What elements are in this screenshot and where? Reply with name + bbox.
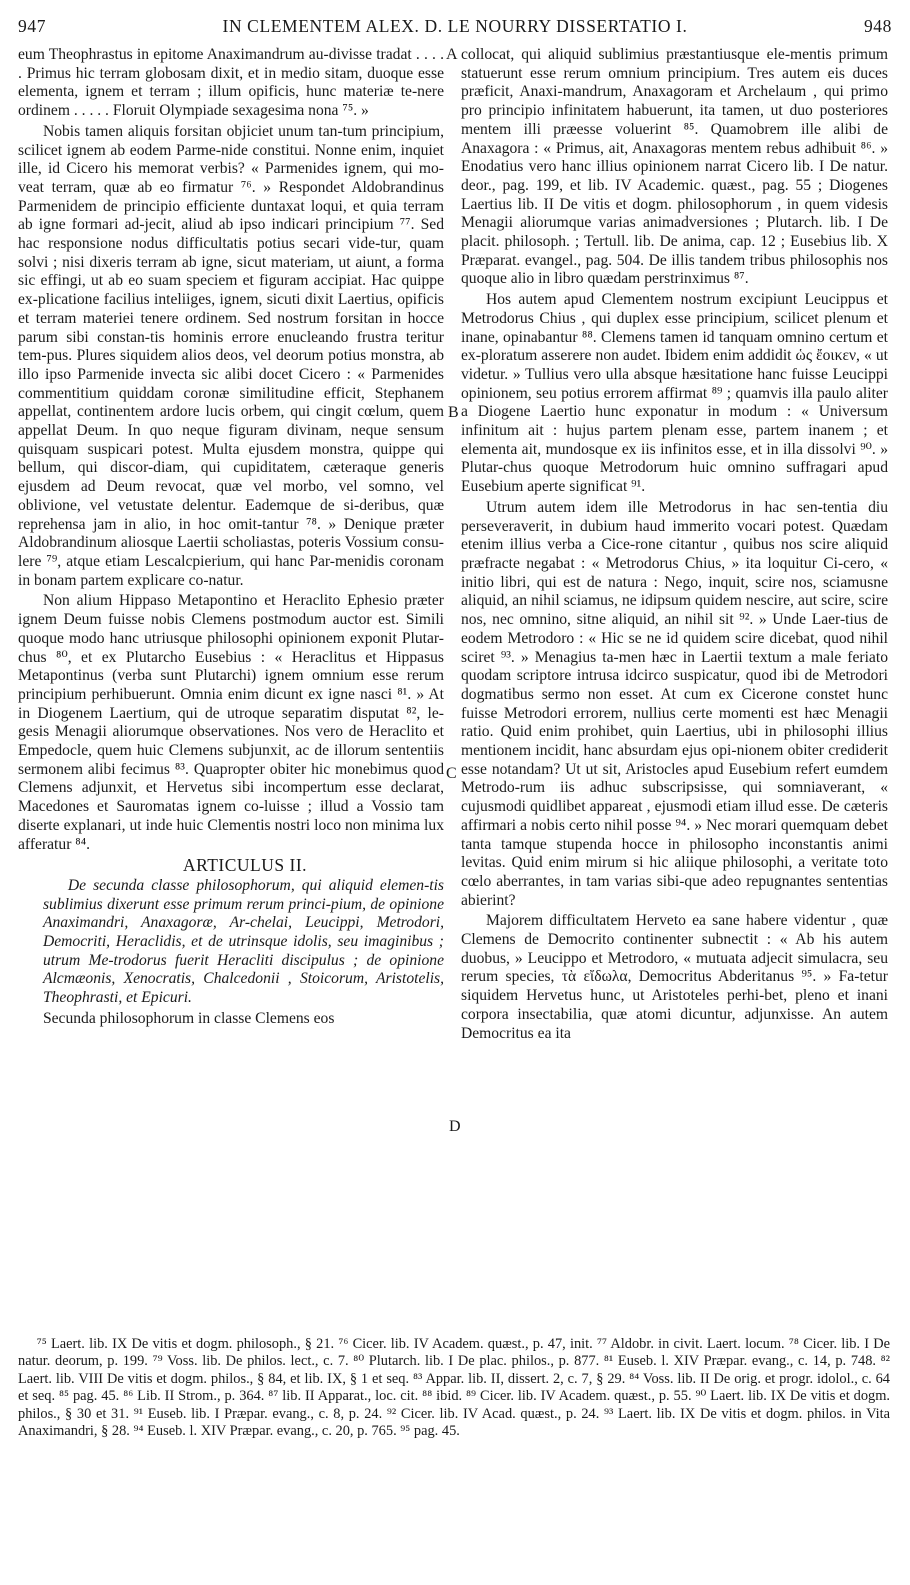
page-number-right: 948 — [863, 16, 892, 36]
paragraph: Nobis tamen aliquis forsitan objiciet unum tan-tum principium, scilicet ignem ab eodem Parme-nide constitui. Nonne enim, inquiet ille, id Cicero his memorat verbis? « Parmenides ignem, qui mo-veat terram, quæ ab eo firmatur ⁷⁶. » Respondet Aldobrandinus Parmenidem de principio efficiente duntaxat loqui, et quia terram ab igne formari ad-jecit, aliud ab ipso indicari principium ⁷⁷. Sed hac responsione nodus difficultatis potius secari vide-tur, quam solvi ; nisi dixeris terram ab igne, sicut materiam, ut aiunt, a forma sic effingi, ut ab eo suam speciem et figuram accipiat. Hac quippe ex-plicatione facilius inteliiges, ignem, sicuti dixit Laertius, opificis et terram materiei tenere ordinem. Sed nostrum forsitan in hocce parum sibi constan-tis hominis errore enucleando frustra teritur tem-pus. Plures siquidem alios deos, vel deorum potius monstra, ab illo ipso Parmenide invecta sic alibi docet Cicero : « Parmenides commentitium quiddam coronæ similitudine efficit, Stephanem appellat, continentem ardore lucis orbem, qui cingit cœlum, quem appellat Deum. In quo neque figuram divinam, neque sensum quisquam suspicari potest. Multa ejusdem monstra, quippe qui bellum, qui discor-diam, qui cupiditatem, cæteraque generis ejusdem ad Deum revocat, quæ vel morbo, vel somno, vel oblivione, vel vetustate delentur. Eademque de si-deribus, quæ reprehensa jam in alio, in hoc omit-tantur ⁷⁸. » Denique præter Aldobrandinum aliosque Laertii scholiastas, poteris Vossium consu-lere ⁷⁹, atque etiam Lescalcpierium, qui hanc Par-menidis coronam in bonam partem explicare co-natur. — [18, 122, 444, 589]
right-column — [461, 46, 888, 1045]
margin-letter-d: D — [449, 1118, 461, 1135]
paragraph: Majorem difficultatem Herveto ea sane habere videntur , quæ Clemens de Democrito continenter subnectit : « Ab his autem duobus, » Leucippo et Metrodoro, « mutuata adjecit simulacra, seu rerum species, τὰ εἴδωλα, Democritus Abderitanus ⁹⁵. » Fa-tetur siquidem Hervetus hunc, ut Aristoteles perhi-bet, pleno et inani corpora insectabilia, quæ atomi dicuntur, adjunxisse. An autem Democritus ea ita — [461, 912, 888, 1042]
article-summary: De secunda classe philosophorum, qui aliquid elemen-tis sublimius dixerunt esse primum rerum princi-pium, de opinione Anaximandri, Anaxagoræ, Ar-chelai, Leucippi, Metrodori, Democriti, Heraclidis, et de utrinsque idolis, seu imaginibus ; utrum Me-trodorus fuerit Heracliti discipulus ; de opinione Alcmæonis, Xenocratis, Chalcedonii , Stoicorum, Aristotelis, Theophrasti, et Epicuri. — [42, 876, 444, 1007]
paragraph: Secunda philosophorum in classe Clemens eos — [42, 1009, 335, 1027]
running-title: IN CLEMENTEM ALEX. D. LE NOURRY DISSERTATIO I. — [222, 16, 688, 36]
page-number-left: 947 — [18, 16, 47, 36]
paragraph: Utrum autem idem ille Metrodorus in hac sen-tentia diu perseveraverit, in dubium haud immerito vocari potest. Quædam etenim illius verba a Cice-rone citantur , quibus nos scire aliquid præfracte negabat : « Metrodorus Chius, » ita loquitur Ci-cero, « initio libri, qui est de natura : Nego, inquit, scire nos, sciamusne aliquid, an nihil sciamus, ne idipsum quidem nescire, aut scire, scire nos, nec omnino, sitne aliquid, an nihil sit ⁹². » Unde Laer-tius de eodem Metrodoro : « Hic se ne id quidem scire dicebat, quod nihil sciret ⁹³. » Menagius ta-men hæc in Laertii textum a male feriato quodam scriptore intrusa idcirco suspicatur, quod ibi de Metrodori dogmatibus sermo non esset. At cum ex Cicerone constet hunc fuisse Metrodori errorem, nullius certe momenti est hæc Menagii ratio. Quid enim prohibet, quin Laertius, ubi in philosophi illius mentionem incidit, hanc absurdam ejus opi-nionem obiter crediderit esse notandam? Ut ut sit, Aristocles apud Eusebium refert eumdem Metrodo-rum iis adhuc subscripsisse, qui somniaverant, « cujusmodi quidlibet appareat , ejusmodi etiam illud esse. De cæteris affirmari a nobis certo nihil posse ⁹⁴. » Nec morari quemquam debet tanta tamque stupenda hocce in philosopho inconstantis animi levitas. Quid enim mirum si hic aliique philosophi, a veritate toto cœlo aberrantes, in tam varias sibi-que adeo repugnantes sententias abierint? — [461, 498, 888, 909]
margin-letter-c: C — [446, 765, 457, 782]
margin-letter-b: B — [448, 404, 459, 421]
paragraph: collocat, qui aliquid sublimius præstantiusque ele-mentis primum statuerunt esse rerum omnium principium. Tres autem eis duces præficit, Anaxi-mandrum, Anaxagoram et Archelaum , qui primo pro principio infinitatem habuerunt, ita tamen, ut duo posteriores mentem illi præesse voluerint ⁸⁵. Quamobrem ille alibi de Anaxagora : « Primus, ait, Anaxagoras mentem rebus adhibuit ⁸⁶. » Enodatius vero hanc illius opinionem narrat Cicero lib. I De natur. deor., pag. 199, et lib. IV Academic. quæst., pag. 55 ; Diogenes Laertius lib. II De vitis et dogm. philosophorum , in quem videsis Menagii aliorumque varias animadversiones ; Plutarch. lib. I De placit. philosoph. ; Tertull. lib. De anima, cap. 12 ; Eusebius lib. X Præparat. evangel., pag. 504. De illis tandem tribus philosophis nos quoque alio in libro quædam perstrinximus ⁸⁷. — [461, 46, 888, 288]
left-column — [18, 46, 444, 1031]
paragraph: eum Theophrastus in epitome Anaximandrum au-divisse tradat . . . . . Primus hic terram globosam dixit, et in medio sitam, duoque esse elementa, ignem et terram ; illum opificis, hunc materiæ te-nere ordinem . . . . . Floruit Olympiade sexagesima nona ⁷⁵. » — [18, 46, 444, 120]
article-heading: ARTICULUS II. — [182, 855, 308, 876]
margin-letter-a: A — [446, 46, 458, 63]
running-header — [18, 16, 892, 42]
paragraph: Non alium Hippaso Metapontino et Heraclito Ephesio præter ignem Deum fuisse nobis Clemens postmodum auctor est. Simili quoque modo hanc utriusque philosophi opinionem exponit Plutar-chus ⁸⁰, et ex Plutarcho Eusebius : « Heraclitus et Hippasus Metapontinus (verba sunt Plutarchi) ignem omnium esse rerum principium perhibuerunt. Omnia enim dicunt ex igne nasci ⁸¹. » At in Diogenem Laertium, qui de utroque separatim disputat ⁸², le-gesis Menagii aliorumque observationes. Nos vero de Heraclito et Empedocle, quem huic Clemens subjunxit, ac de illorum sententiis sermonem alibi fecimus ⁸³. Quapropter obiter hic monebimus quod Clemens adjunxit, et Hervetus sibi incompertum esse declarat, Macedones et Sauromatas ignem co-luisse ; illud a Vossio tam diserte explanari, ut inde huic Clementis nostri loco non minima lux afferatur ⁸⁴. — [18, 592, 444, 853]
footnotes: ⁷⁵ Laert. lib. IX De vitis et dogm. philosoph., § 21. ⁷⁶ Cicer. lib. IV Academ. quæst., p. 47, init. ⁷⁷ Aldobr. in civit. Laert. locum. ⁷⁸ Cicer. lib. I De natur. deorum, p. 199. ⁷⁹ Voss. lib. De philos. lect., c. 7. ⁸⁰ Plutarch. lib. I De plac. philos., p. 877. ⁸¹ Euseb. l. XIV Præpar. evang., c. 14, p. 748. ⁸² Laert. lib. VIII De vitis et dogm. philos., § 84, et lib. IX, § 1 et seq. ⁸³ Appar. lib. II, dissert. 2, c. 7, § 29. ⁸⁴ Voss. lib. II De orig. et progr. idolol., c. 64 et seq. ⁸⁵ pag. 45. ⁸⁶ Lib. II Strom., p. 364. ⁸⁷ lib. II Apparat., loc. cit. ⁸⁸ ibid. ⁸⁹ Cicer. lib. IV Academ. quæst., p. 55. ⁹⁰ Laert. lib. IX De vitis et dogm. philos., § 30 et 31. ⁹¹ Euseb. lib. I Præpar. evang., c. 8, p. 24. ⁹² Cicer. lib. IV Acad. quæst., p. 24. ⁹³ Laert. lib. IX De vitis et dogm. philos. in Vita Anaximandri, § 28. ⁹⁴ Euseb. l. XIV Præpar. evang., c. 20, p. 765. ⁹⁵ pag. 45. — [18, 1336, 890, 1440]
paragraph: Hos autem apud Clementem nostrum excipiunt Leucippus et Metrodorus Chius , qui duplex esse principium, scilicet plenum et inane, opinabantur ⁸⁸. Clemens tamen id tanquam omnino certum et ex-ploratum asserere non audet. Ibidem enim addidit ὡς ἔοικεν, « ut videtur. » Tullius vero ulla absque hæsitatione hanc fuisse Leucippi opinionem, seu potius errorem affirmat ⁸⁹ ; quamvis illa paulo aliter a Diogene Laertio hunc exponatur in modum : « Universum infinitum ait : hujus partem plenam esse, partem inanem ; et elementa ait, mundosque ex iis infinitos esse, et in illa dissolvi ⁹⁰. » Plutar-chus quoque Metrodorum huic omnino suffragari apud Eusebium aperte significat ⁹¹. — [461, 291, 888, 496]
